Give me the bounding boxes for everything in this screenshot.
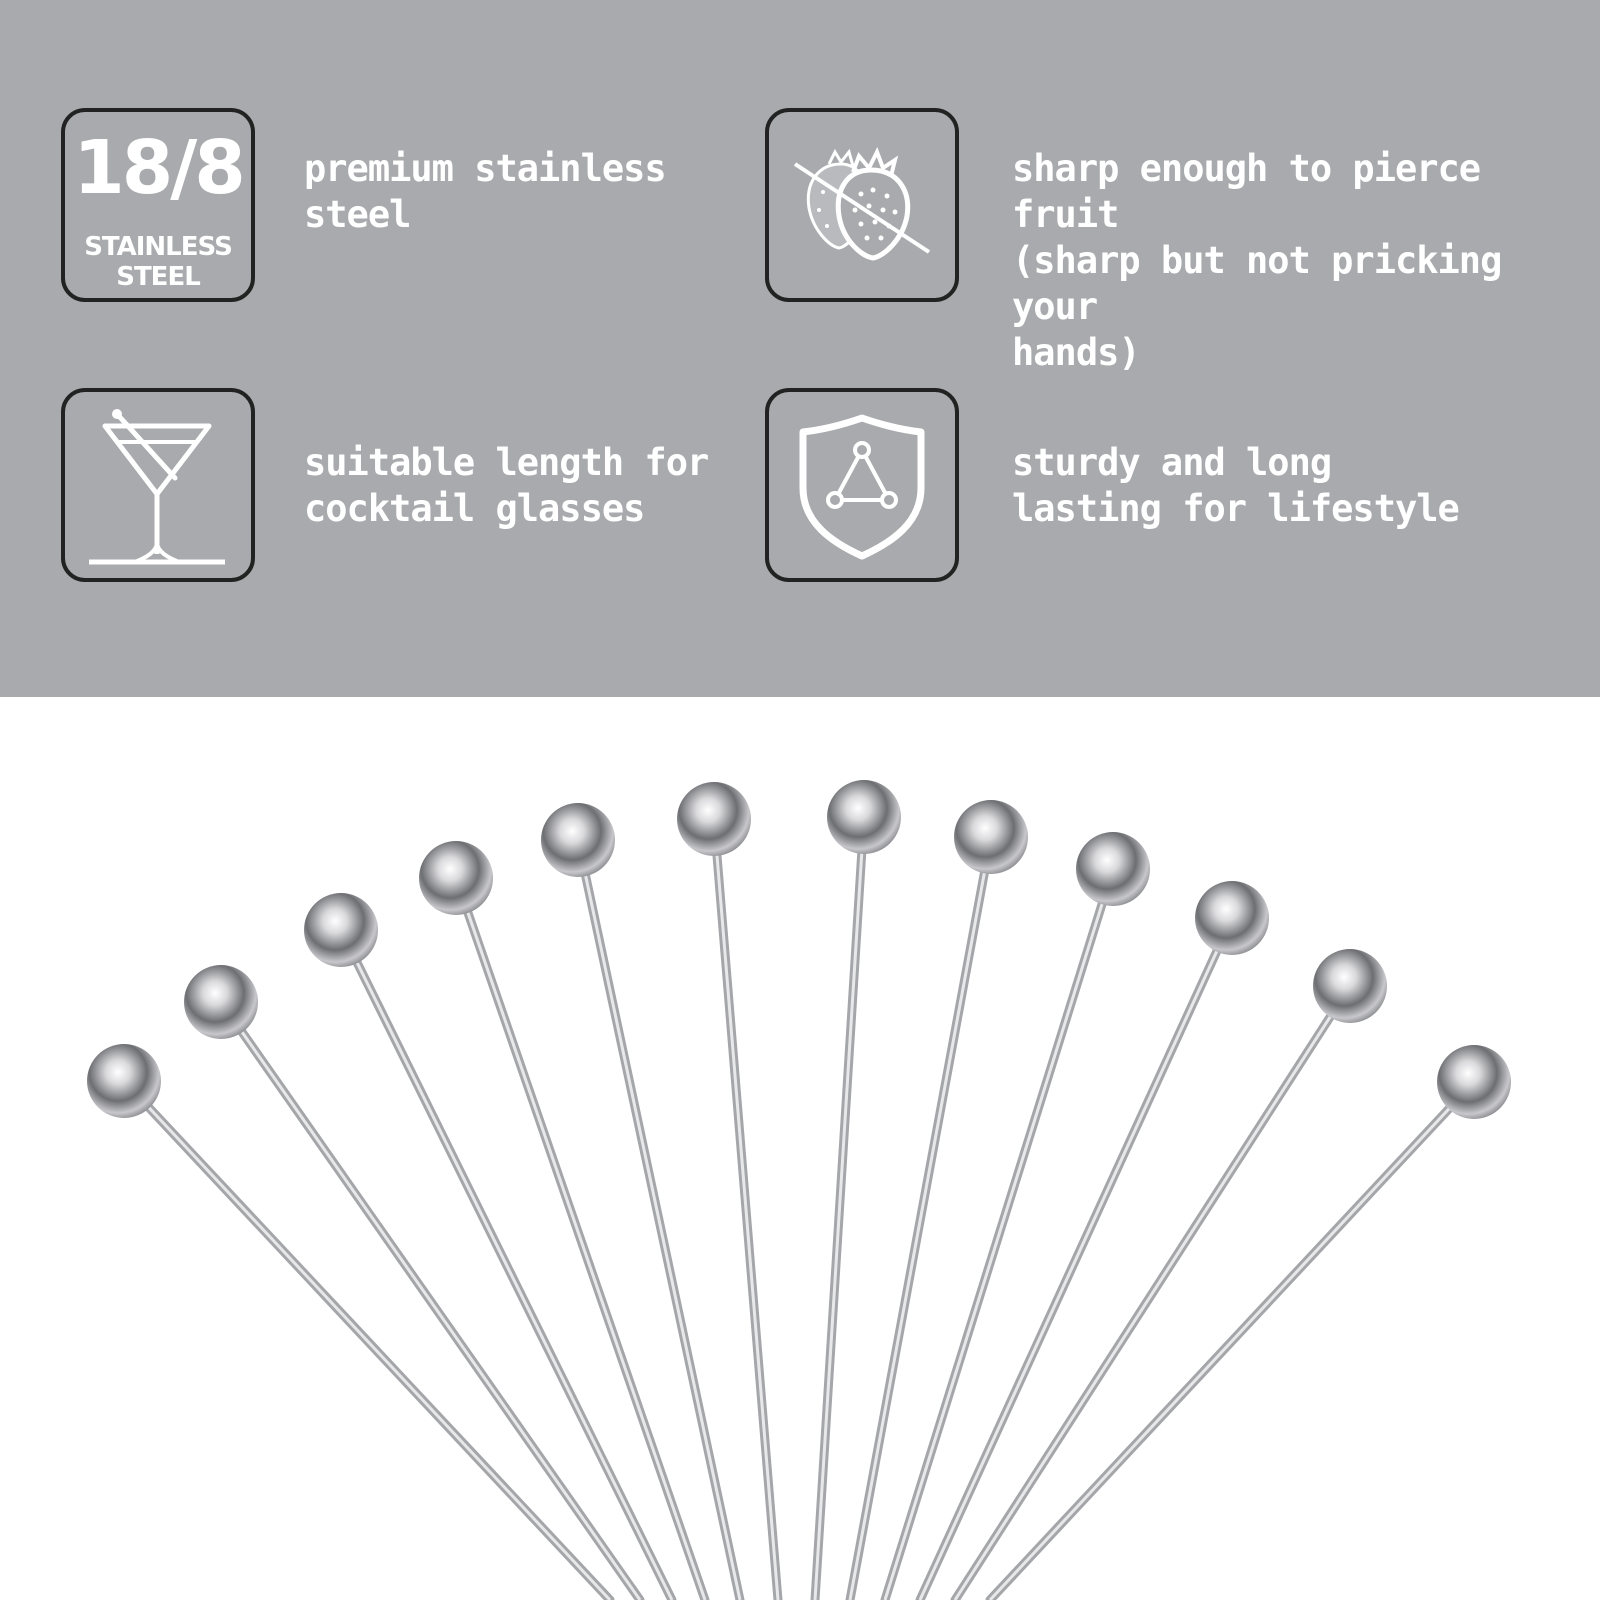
feature-text-length: [304, 440, 708, 532]
feature-text-line: suitable length for: [304, 441, 709, 484]
strawberry-icon-box: [765, 108, 959, 302]
feature-text-line: sharp enough to pierce fruit: [1012, 147, 1481, 236]
cocktail-glass-icon: [65, 392, 251, 578]
feature-text-line: cocktail glasses: [304, 487, 645, 530]
shield-icon: [769, 392, 955, 578]
strawberry-icon: [769, 112, 955, 298]
shield-icon-box: [765, 388, 959, 582]
cocktail-glass-icon-box: [61, 388, 255, 582]
pick-2: [184, 965, 640, 1600]
feature-text-sharpness: [1012, 146, 1600, 376]
pick-12: [990, 1045, 1511, 1600]
pick-6: [677, 782, 778, 1600]
feature-text-line: premium stainless: [304, 147, 666, 190]
badge-material-line2: STEEL: [116, 262, 200, 292]
pick-8: [850, 800, 1028, 1600]
pick-7: [815, 780, 901, 1600]
feature-text-material: [304, 146, 666, 238]
feature-text-durability: [1012, 440, 1459, 532]
pick-3: [304, 893, 672, 1600]
badge-material-line1: STAINLESS: [84, 232, 232, 262]
feature-text-line: (sharp but not pricking your: [1012, 239, 1502, 328]
feature-text-line: steel: [304, 193, 411, 236]
feature-text-line: hands): [1012, 331, 1140, 374]
feature-band: [0, 0, 1600, 697]
badge-grade: 18/8: [73, 125, 243, 211]
feature-text-line: sturdy and long: [1012, 441, 1332, 484]
cocktail-picks-image: [0, 697, 1600, 1600]
feature-text-line: lasting for lifestyle: [1012, 487, 1459, 530]
stainless-steel-badge-icon: [61, 108, 255, 302]
badge-material: [65, 232, 251, 292]
